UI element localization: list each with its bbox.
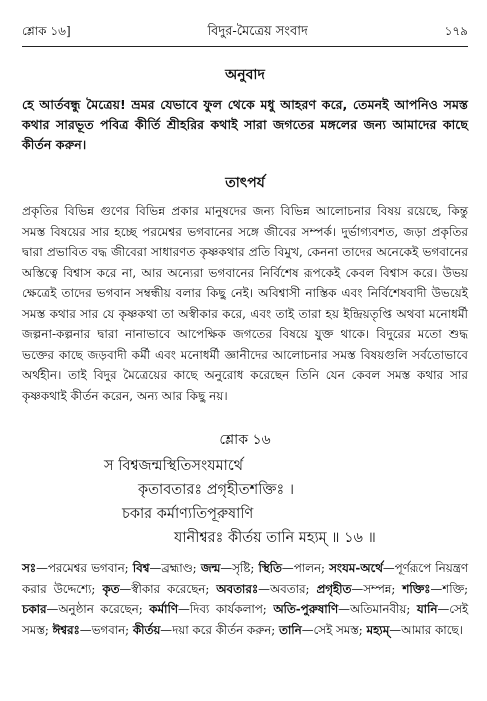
synonym-entry: কর্মাণি—দিব্য কার্যকলাপ; <box>149 602 267 616</box>
header-chapter-title: বিদুর-মৈত্রেয় সংবাদ <box>207 24 308 39</box>
synonym-meaning: ব্রহ্মাণ্ড; <box>161 561 197 575</box>
translation-heading: অনুবাদ <box>225 67 265 83</box>
header-verse-ref: শ্লোক ১৬] <box>22 24 71 38</box>
synonym-entry: প্রগৃহীত—সম্পন্ন; <box>316 581 396 596</box>
synonym-entry: যানি—সেই সমস্ত; <box>22 602 468 637</box>
synonym-entry: সংযম-অর্থে—পূর্ণরূপে নিয়ন্ত্রণ করার উদ্দেশ্যে; <box>22 561 468 596</box>
synonym-entry: অবতারঃ—অবতার; <box>216 581 310 596</box>
synonym-word: অতি-পুরুষাণি <box>273 602 339 616</box>
synonym-word: সঃ <box>22 561 37 575</box>
synonym-entry: শক্তিঃ—শক্তি; <box>402 581 469 596</box>
synonym-meaning: সৃষ্টি; <box>232 561 255 575</box>
synonym-meaning: স্বীকার করেছেন; <box>131 581 210 596</box>
synonym-meaning: সম্পন্ন; <box>363 581 396 596</box>
synonym-meaning: অনুষ্ঠান করেছেন; <box>58 602 143 616</box>
synonym-meaning: ভগবান; <box>91 622 130 637</box>
synonym-entry: তানি—সেই সমস্ত; <box>279 622 363 637</box>
synonym-entry: ঈশ্বরঃ—ভগবান; <box>52 622 130 637</box>
synonyms-block <box>22 558 468 640</box>
synonym-entry: কীর্তয়—দয়া করে কীর্তন করুন; <box>132 622 276 637</box>
synonym-entry: কৃত—স্বীকার করেছেন; <box>102 581 210 596</box>
synonym-word: কর্মাণি <box>149 602 178 616</box>
synonym-meaning: পূর্ণরূপে নিয়ন্ত্রণ করার উদ্দেশ্যে; <box>22 561 468 596</box>
synonym-meaning: দিব্য কার্যকলাপ; <box>189 602 267 616</box>
synonym-meaning: আমার কাছে। <box>401 622 463 637</box>
synonym-word: কৃত <box>102 581 120 596</box>
synonym-word: প্রগৃহীত <box>316 581 352 596</box>
verse-line: স বিশ্বজন্মস্থিতিসংযমার্থে <box>104 458 244 474</box>
synonym-word: স্থিতি <box>258 561 282 575</box>
synonym-word: শক্তিঃ <box>402 581 431 596</box>
book-page <box>22 22 468 640</box>
verse-line: চকার কর্মাণ্যতিপূরুষাণি <box>122 506 254 522</box>
sanskrit-verse <box>22 454 468 550</box>
synonym-meaning: অবতার; <box>269 581 310 596</box>
purport-text: প্রকৃতির বিভিন্ন গুণের বিভিন্ন প্রকার মানুষদের জন্য বিভিন্ন আলোচনার বিষয় রয়েছে, কিন্তু সমস্ত বিষয়ের সার হচ্ছে পরমেশ্বর ভগবানের সঙ্গে জীবের সম্পর্ক। দুর্ভাগ্যবশত, জড়া প্রকৃতির দ্বারা প্রভাবিত বদ্ধ জীবেরা সাধারণত কৃষ্ণকথার প্রতি বিমুখ, কেননা তাদের অনেকেই ভগবানের অস্তিত্বে বিশ্বাস করে না, আর অন্যেরা ভগবানের নির্বিশেষ রূপকেই কেবল বিশ্বাস করে। উভয় ক্ষেত্রেই তাদের ভগবান সম্বন্ধীয় বলার কিছু নেই। অবিশ্বাসী নাস্তিক এবং নির্বিশেষবাদী উভয়েই সমস্ত কথার সার যে কৃষ্ণকথা তা অস্বীকার করে, এবং তাই তারা হয় ইন্দ্রিয়তৃপ্তি অথবা মনোধর্মী জল্পনা-কল্পনার দ্বারা নানাভাবে আপেক্ষিক জগতের বিষয়ে যুক্ত থাকে। বিদুরের মতো শুদ্ধ ভক্তের কাছে জড়বাদী কর্মী এবং মনোধর্মী জ্ঞানীদের আলোচনার সমস্ত বিষয়গুলি সর্বতোভাবে অর্থহীন। তাই বিদুর মৈত্রেয়ের কাছে অনুরোধ করেছেন তিনি যেন কেবল সমস্ত কথার সার কৃষ্ণকথাই কীর্তন করেন, অন্য আর কিছু নয়। <box>22 204 468 403</box>
synonym-entry: স্থিতি—পালন; <box>258 561 325 575</box>
synonym-word: চকার <box>22 602 47 616</box>
synonym-meaning: পালন; <box>293 561 325 575</box>
synonym-meaning: সেই সমস্ত; <box>22 602 468 637</box>
synonym-word: অবতারঃ <box>216 581 259 596</box>
synonym-word: কীর্তয় <box>132 622 161 637</box>
synonym-entry: সঃ—পরমেশ্বর ভগবান; <box>22 561 129 575</box>
purport-heading: তাৎপর্য <box>225 175 265 191</box>
synonym-entry: অতি-পুরুষাণি—অতিমানবীয়; <box>273 602 411 616</box>
synonym-entry: মহ্যম্—আমার কাছে। <box>366 622 463 637</box>
synonym-word: মহ্যম্ <box>366 622 390 637</box>
synonym-meaning: পরমেশ্বর ভগবান; <box>47 561 129 575</box>
verse-number: শ্লোক ১৬ <box>219 432 271 448</box>
verse-line: যানীশ্বরঃ কীর্তয় তানি মহ্যম্ ॥ ১৬ ॥ <box>174 530 376 546</box>
synonym-word: জন্ম <box>200 561 221 575</box>
synonym-word: বিশ্ব <box>132 561 150 575</box>
running-header <box>22 22 468 47</box>
synonym-word: যানি <box>416 602 438 616</box>
verse-line: কৃতাবতারঃ প্রগৃহীতশক্তিঃ । <box>138 482 295 498</box>
synonym-word: ঈশ্বরঃ <box>52 622 80 637</box>
synonym-meaning: অতিমানবীয়; <box>349 602 411 616</box>
synonym-meaning: শক্তি; <box>442 581 469 596</box>
synonym-meaning: দয়া করে কীর্তন করুন; <box>172 622 276 637</box>
synonym-entry: বিশ্ব—ব্রহ্মাণ্ড; <box>132 561 197 575</box>
translation-text: হে আর্তবন্ধু মৈত্রেয়! ভ্রমর যেভাবে ফুল থেকে মধু আহরণ করে, তেমনই আপনিও সমস্ত কথার সারভূত পবিত্র কীর্তি শ্রীহরির কথাই সারা জগতের মঙ্গলের জন্য আমাদের কাছে কীর্তন করুন। <box>22 97 468 152</box>
synonym-word: সংযম-অর্থে <box>329 561 383 575</box>
synonym-entry: চকার—অনুষ্ঠান করেছেন; <box>22 602 143 616</box>
synonym-meaning: সেই সমস্ত; <box>313 622 363 637</box>
synonym-word: তানি <box>279 622 302 637</box>
synonym-entry: জন্ম—সৃষ্টি; <box>200 561 255 575</box>
page-number: ১৭৯ <box>444 24 468 38</box>
